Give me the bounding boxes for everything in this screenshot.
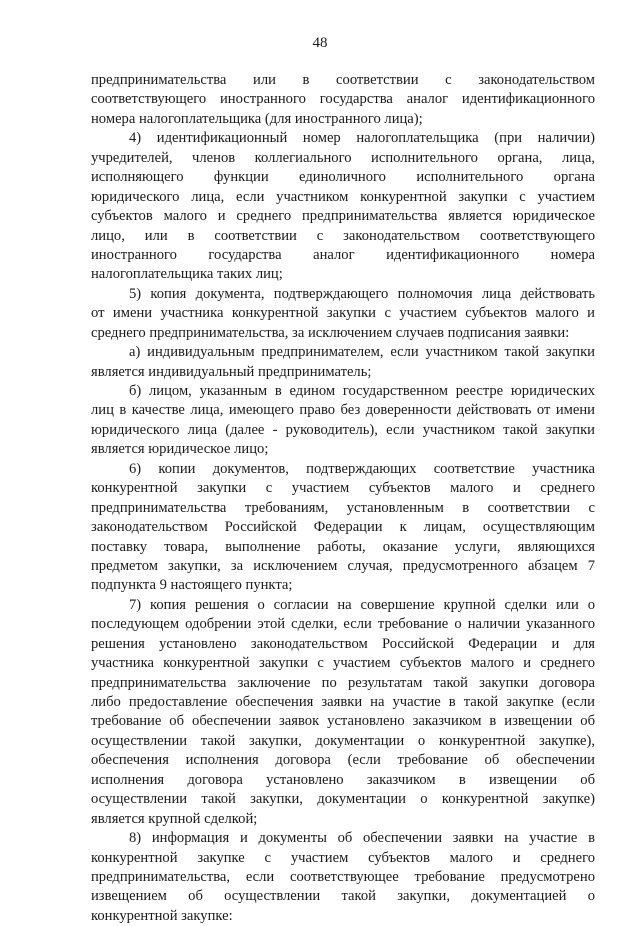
paragraph-continuation (91, 71, 595, 129)
paragraph-item-5b (91, 382, 595, 460)
paragraph-item-4 (91, 129, 595, 285)
text-line: предметом закупки, за исключением случая, предусмотренного абзацем 7 (91, 557, 595, 574)
page-number: 48 (312, 35, 328, 51)
text-line: предпринимательства требованиям, установленным в соответствии с (91, 499, 595, 516)
text-line: номера налогоплательщика (для иностранного лица); (91, 110, 423, 127)
paragraph-item-6 (91, 460, 595, 596)
text-line: предпринимательства, если соответствующее требование предусмотрено (91, 868, 595, 885)
paragraph-item-5 (91, 285, 595, 343)
text-line: подпункта 9 настоящего пункта; (91, 577, 293, 594)
paragraph-item-7 (91, 596, 595, 829)
text-line: требование об обеспечении заявок установлено заказчиком в извещении об (91, 713, 595, 730)
text-line: 8) информация и документы об обеспечении заявки на участие в (129, 830, 595, 847)
text-line: а) индивидуальным предпринимателем, если участником такой закупки (129, 344, 595, 361)
text-line: субъектов малого и среднего предпринимательства является юридическое (91, 208, 595, 225)
paragraph-item-8 (91, 829, 595, 926)
text-line: 6) копии документов, подтверждающих соответствие участника (129, 460, 595, 477)
text-line: является индивидуальный предприниматель; (91, 363, 372, 380)
text-line: лиц в качестве лица, имеющего право без доверенности действовать от имени (91, 402, 595, 419)
text-line: среднего предпринимательства, за исключением случаев подписания заявки: (91, 324, 570, 341)
document-body (91, 71, 595, 926)
text-line: извещением об осуществлении такой закупки, документацией о (91, 888, 595, 905)
text-line: участника конкурентной закупки с участием субъектов малого и среднего (91, 655, 595, 672)
text-line: исполняющего функции единоличного исполнительного органа (91, 169, 595, 186)
text-line: поставку товара, выполнение работы, оказание услуги, являющихся (91, 538, 595, 555)
text-line: 5) копия документа, подтверждающего полномочия лица действовать (129, 285, 595, 302)
text-line: учредителей, членов коллегиального исполнительного органа, лица, (91, 149, 595, 166)
text-line: осуществлении такой закупки, документации о конкурентной закупке), (91, 732, 595, 749)
text-line: законодательством Российской Федерации к лицам, осуществляющим (91, 519, 595, 536)
text-line: является крупной сделкой; (91, 810, 258, 827)
text-line: налогоплательщика таких лиц; (91, 266, 283, 283)
text-line: последующем одобрении этой сделки, если требование о наличии указанного (91, 616, 595, 633)
text-line: исполнения договора установлено заказчиком в извещении об (91, 771, 595, 788)
text-line: является юридическое лицо; (91, 441, 269, 458)
paragraph-item-5a (91, 343, 595, 382)
text-line: либо предоставление обеспечения заявки на участие в такой закупке (если (91, 694, 595, 710)
text-line: предпринимательства или в соответствии с законодательством (91, 72, 595, 88)
text-line: предпринимательства заключение по результатам такой закупки договора (91, 674, 595, 691)
text-line: юридического лица (далее - руководитель), если участником такой закупки (91, 421, 595, 438)
text-line: 4) идентификационный номер налогоплательщика (при наличии) (129, 130, 595, 147)
text-line: осуществлении такой закупки, документации о конкурентной закупке) (91, 791, 595, 808)
text-line: от имени участника конкурентной закупки с участием субъектов малого и (91, 305, 595, 322)
text-line: обеспечения исполнения договора (если требование об обеспечении (91, 752, 595, 769)
text-line: конкурентной закупке с участием субъектов малого и среднего (91, 849, 595, 866)
text-line: иностранного государства аналог идентификационного номера (91, 246, 595, 263)
text-line: конкурентной закупке: (91, 907, 233, 924)
text-line: конкурентной закупки с участием субъектов малого и среднего (91, 480, 595, 497)
text-line: юридического лица, если участником конкурентной закупки с участием (91, 188, 595, 205)
text-line: лицо, или в соответствии с законодательством соответствующего (91, 227, 595, 244)
text-line: соответствующего иностранного государства аналог идентификационного (91, 91, 595, 108)
text-line: 7) копия решения о согласии на совершение крупной сделки или о (129, 596, 595, 613)
text-line: решения установлено законодательством Российской Федерации и для (91, 635, 595, 652)
text-line: б) лицом, указанным в едином государственном реестре юридических (129, 383, 595, 399)
